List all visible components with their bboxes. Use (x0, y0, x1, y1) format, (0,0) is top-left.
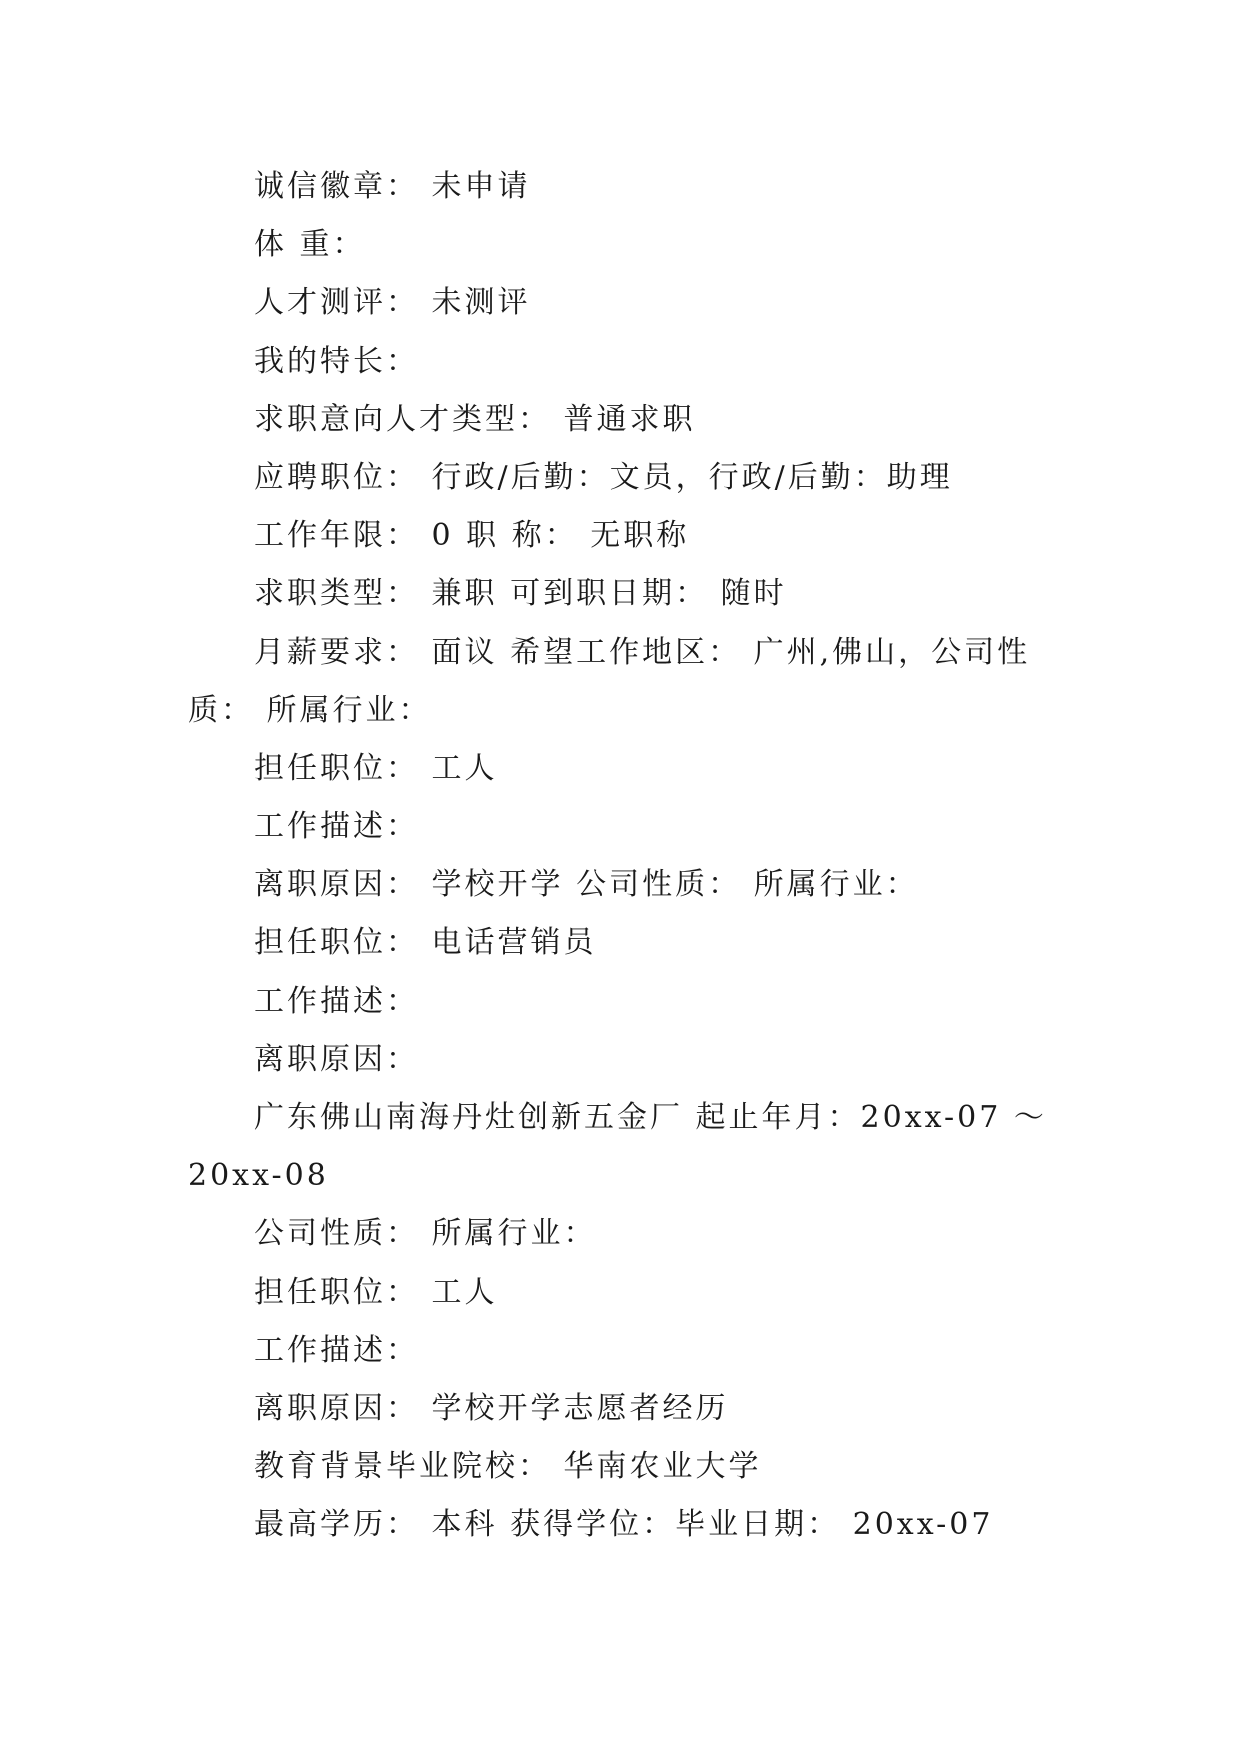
resume-line-salary: 月薪要求： 面议 希望工作地区： 广州,佛山，公司性 (254, 634, 1031, 670)
resume-line-employer-continued: 20xx-08 (188, 1158, 329, 1194)
resume-line-description-1: 工作描述： (254, 809, 419, 845)
resume-line-company-nature: 公司性质： 所属行业： (254, 1216, 597, 1252)
resume-line-salary-continued: 质： 所属行业： (188, 692, 432, 728)
resume-line-talent-assessment: 人才测评： 未测评 (254, 285, 531, 321)
resume-line-description-3: 工作描述： (254, 1332, 419, 1368)
resume-line-position-3: 担任职位： 工人 (254, 1274, 498, 1310)
resume-line-leave-reason-3: 离职原因： 学校开学志愿者经历 (254, 1390, 729, 1426)
resume-body (188, 158, 1058, 1555)
resume-line-leave-reason-2: 离职原因： (254, 1041, 419, 1077)
resume-line-weight: 体 重： (254, 227, 366, 263)
resume-line-job-intent-type: 求职意向人才类型： 普通求职 (254, 401, 696, 437)
resume-line-job-type: 求职类型： 兼职 可到职日期： 随时 (254, 576, 787, 612)
resume-line-education-school: 教育背景毕业院校： 华南农业大学 (254, 1449, 762, 1485)
resume-line-description-2: 工作描述： (254, 983, 419, 1019)
resume-line-employer: 广东佛山南海丹灶创新五金厂 起止年月：20xx-07 ～ (254, 1100, 1047, 1135)
resume-line-work-years: 工作年限： 0 职 称： 无职称 (254, 518, 690, 554)
resume-line-leave-reason-1: 离职原因： 学校开学 公司性质： 所属行业： (254, 867, 919, 903)
resume-line-position-1: 担任职位： 工人 (254, 750, 498, 786)
resume-line-applied-position: 应聘职位： 行政/后勤：文员，行政/后勤：助理 (254, 459, 953, 495)
resume-line-highest-degree: 最高学历： 本科 获得学位：毕业日期： 20xx-07 (254, 1507, 994, 1543)
resume-line-specialty: 我的特长： (254, 343, 419, 379)
resume-line-credit-badge: 诚信徽章： 未申请 (254, 169, 531, 204)
resume-line-position-2: 担任职位： 电话营销员 (254, 925, 597, 961)
